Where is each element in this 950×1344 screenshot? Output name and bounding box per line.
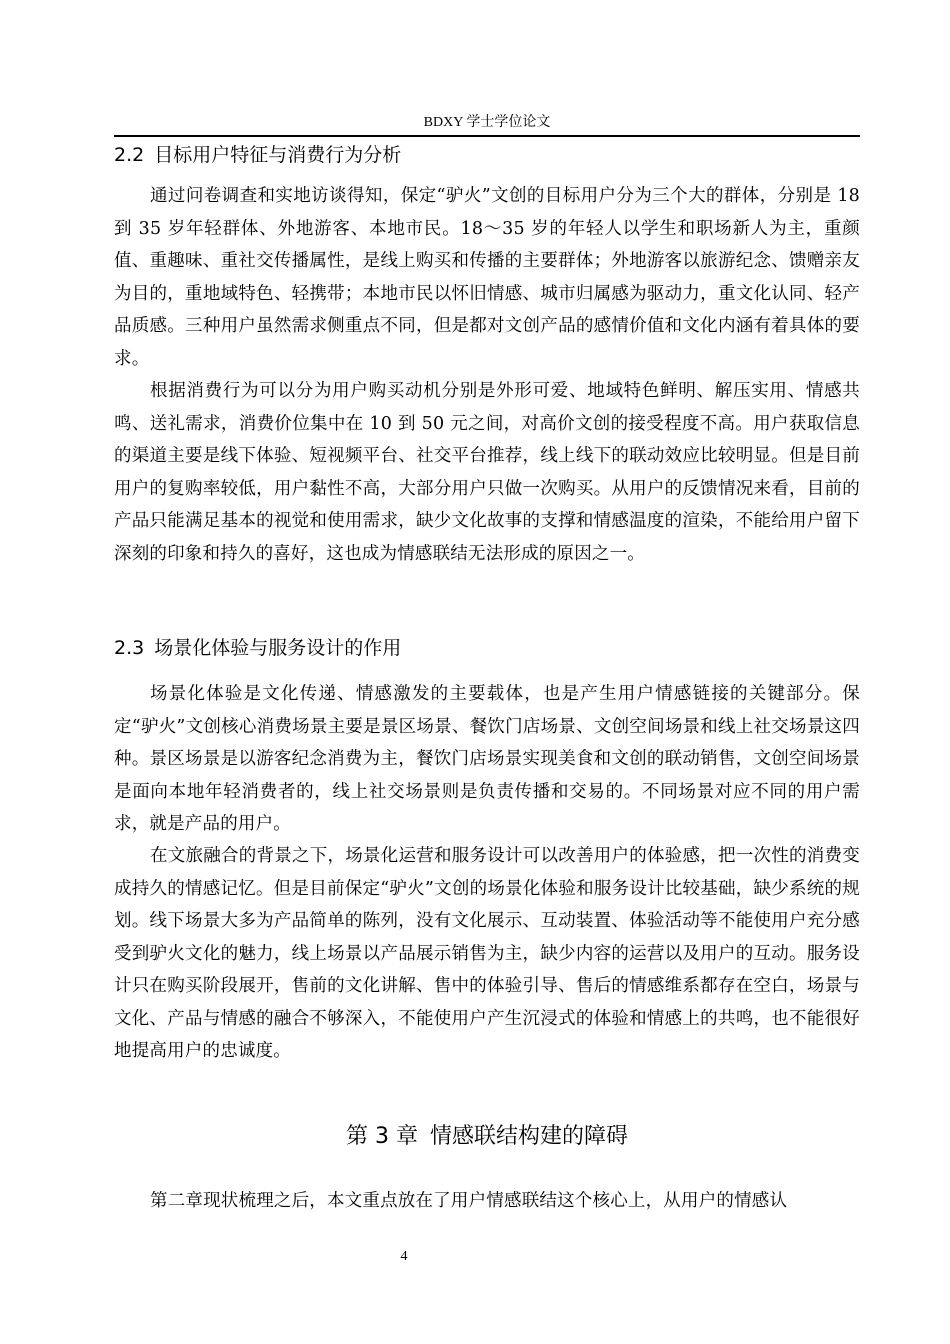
page-number: 4 (400, 1249, 408, 1264)
section-heading-2-3 (114, 634, 401, 662)
running-header: BDXY 学士学位论文 (423, 115, 551, 130)
section-title: 场景化体验与服务设计的作用 (154, 637, 402, 659)
paragraph: 通过问卷调查和实地访谈得知，保定“驴火”文创的目标用户分为三个大的群体，分别是 18 到 35 岁年轻群体、外地游客、本地市民。18～35 岁的年轻人以学生和职场新人为主，重颜值、重趣味、重社交传播属性，是线上购买和传播的主要群体；外地游客以旅游纪念、馈赠亲友为目的，重地域特色、轻携带；本地市民以怀旧情感、城市归属感为驱动力，重文化认同、轻产品质感。三种用户虽然需求侧重点不同，但是都对文创产品的感情价值和文化内涵有着具体的要求。 (114, 186, 860, 369)
chapter-heading-3 (114, 1122, 860, 1152)
paragraph: 第二章现状梳理之后，本文重点放在了用户情感联结这个核心上，从用户的情感认 (150, 1191, 788, 1211)
chapter-title: 情感联结构建的障碍 (429, 1124, 628, 1149)
chapter-number: 第 3 章 (346, 1124, 418, 1149)
section-number: 2.3 (114, 637, 145, 659)
header-rule (114, 135, 860, 137)
section-number: 2.2 (114, 144, 145, 166)
section-title: 目标用户特征与消费行为分析 (154, 144, 402, 166)
paragraph: 在文旅融合的背景之下，场景化运营和服务设计可以改善用户的体验感，把一次性的消费变成持久的情感记忆。但是目前保定“驴火”文创的场景化体验和服务设计比较基础，缺少系统的规划。线下场景大多为产品简单的陈列，没有文化展示、互动装置、体验活动等不能使用户充分感受到驴火文化的魅力，线上场景以产品展示销售为主，缺少内容的运营以及用户的互动。服务设计只在购买阶段展开，售前的文化讲解、售中的体验引导、售后的情感维系都存在空白，场景与文化、产品与情感的融合不够深入，不能使用户产生沉浸式的体验和情感上的共鸣，也不能很好地提高用户的忠诚度。 (114, 846, 860, 1061)
paragraph: 场景化体验是文化传递、情感激发的主要载体，也是产生用户情感链接的关键部分。保定“驴火”文创核心消费场景主要是景区场景、餐饮门店场景、文创空间场景和线上社交场景这四种。景区场景是以游客纪念消费为主，餐饮门店场景实现美食和文创的联动销售，文创空间场景是面向本地年轻消费者的，线上社交场景则是负责传播和交易的。不同场景对应不同的用户需求，就是产品的用户。 (114, 684, 860, 834)
paragraph: 根据消费行为可以分为用户购买动机分别是外形可爱、地域特色鲜明、解压实用、情感共鸣、送礼需求，消费价位集中在 10 到 50 元之间，对高价文创的接受程度不高。用户获取信息的渠道主要是线下体验、短视频平台、社交平台推荐，线上线下的联动效应比较明显。但是目前用户的复购率较低，用户黏性不高，大部分用户只做一次购买。从用户的反馈情况来看，目前的产品只能满足基本的视觉和使用需求，缺少文化故事的支撑和情感温度的渲染，不能给用户留下深刻的印象和持久的喜好，这也成为情感联结无法形成的原因之一。 (114, 381, 860, 564)
section-heading-2-2 (114, 141, 401, 169)
